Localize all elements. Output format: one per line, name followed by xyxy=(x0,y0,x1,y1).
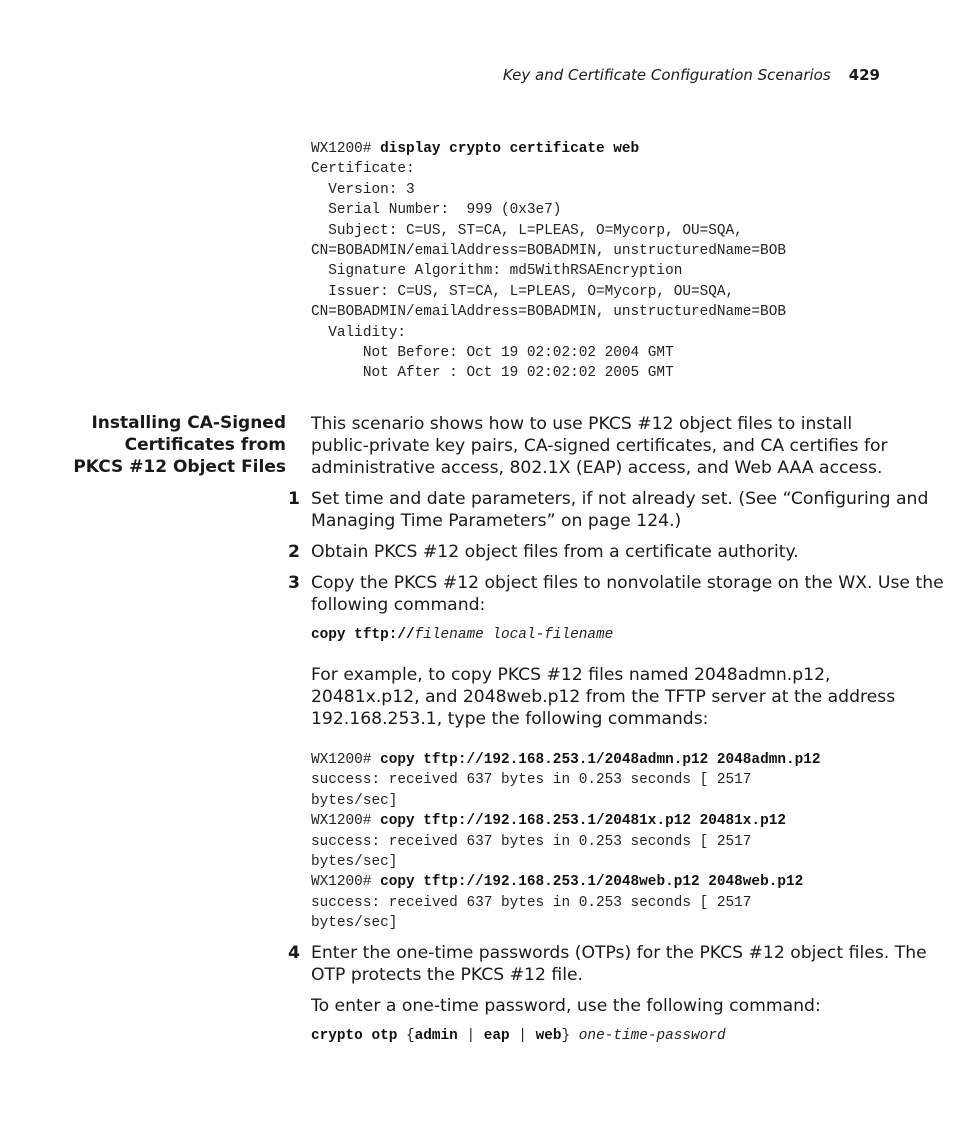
command-line: WX1200# copy tftp://192.168.253.1/2048web.p12 2048web.p12 xyxy=(311,874,804,891)
step-3-text: Copy the PKCS #12 object files to nonvolatile storage on the WX. Use the following command: xyxy=(311,573,944,615)
cert-line: Not After : Oct 19 02:02:02 2005 GMT xyxy=(311,365,674,382)
cert-line: Not Before: Oct 19 02:02:02 2004 GMT xyxy=(311,345,674,362)
cert-line: Certificate: xyxy=(311,161,415,178)
cert-line: Validity: xyxy=(311,324,406,341)
cert-line: Subject: C=US, ST=CA, L=PLEAS, O=Mycorp, OU=SQA, xyxy=(311,222,743,239)
cert-line: Issuer: C=US, ST=CA, L=PLEAS, O=Mycorp, OU=SQA, xyxy=(311,283,735,300)
example-paragraph: For example, to copy PKCS #12 files named 2048admn.p12, 20481x.p12, and 2048web.p12 from the TFTP server at the address 192.168.253.1, type the following commands: xyxy=(311,665,896,729)
step-4-text: Enter the one-time passwords (OTPs) for the PKCS #12 object files. The OTP protects the PKCS #12 file. xyxy=(311,943,927,985)
copy-commands-block xyxy=(311,750,821,934)
output-line: bytes/sec] xyxy=(311,854,398,871)
command-line: WX1200# copy tftp://192.168.253.1/2048admn.p12 2048admn.p12 xyxy=(311,752,821,768)
command-line: WX1200# copy tftp://192.168.253.1/20481x.p12 20481x.p12 xyxy=(311,813,786,830)
otp-intro: To enter a one-time password, use the following command: xyxy=(311,996,821,1016)
command-line: WX1200# display crypto certificate web xyxy=(311,141,640,157)
copy-syntax: copy tftp://filename local-filename xyxy=(311,627,614,643)
step-number: 1 xyxy=(288,489,300,509)
section-heading: Installing CA-Signed Certificates from PKCS #12 Object Files xyxy=(73,413,286,477)
step-1-text: Set time and date parameters, if not already set. (See “Configuring and Managing Time Parameters” on page 124.) xyxy=(311,489,929,531)
step-number: 4 xyxy=(288,943,300,963)
intro-paragraph: This scenario shows how to use PKCS #12 object files to install public-private key pairs, CA-signed certificates, and CA certifies for administrative access, 802.1X (EAP) access, and Web AAA access. xyxy=(311,414,888,478)
cert-line: Serial Number: 999 (0x3e7) xyxy=(311,202,562,219)
cert-line: CN=BOBADMIN/emailAddress=BOBADMIN, unstructuredName=BOB xyxy=(311,243,786,260)
output-line: success: received 637 bytes in 0.253 seconds [ 2517 xyxy=(311,772,752,789)
running-header xyxy=(503,66,880,84)
step-number: 3 xyxy=(288,573,300,593)
output-line: success: received 637 bytes in 0.253 seconds [ 2517 xyxy=(311,894,752,911)
step-number: 2 xyxy=(288,542,300,562)
page-number: 429 xyxy=(848,66,880,84)
output-line: bytes/sec] xyxy=(311,792,398,809)
output-line: success: received 637 bytes in 0.253 seconds [ 2517 xyxy=(311,833,752,850)
otp-syntax: crypto otp {admin | eap | web} one-time-password xyxy=(311,1028,726,1044)
certificate-output-block xyxy=(311,139,786,384)
cert-line: CN=BOBADMIN/emailAddress=BOBADMIN, unstructuredName=BOB xyxy=(311,304,786,321)
cert-line: Signature Algorithm: md5WithRSAEncryption xyxy=(311,263,683,280)
cert-line: Version: 3 xyxy=(311,181,415,198)
output-line: bytes/sec] xyxy=(311,915,398,932)
step-2-text: Obtain PKCS #12 object files from a certificate authority. xyxy=(311,542,799,562)
header-title: Key and Certificate Configuration Scenarios xyxy=(502,66,831,84)
